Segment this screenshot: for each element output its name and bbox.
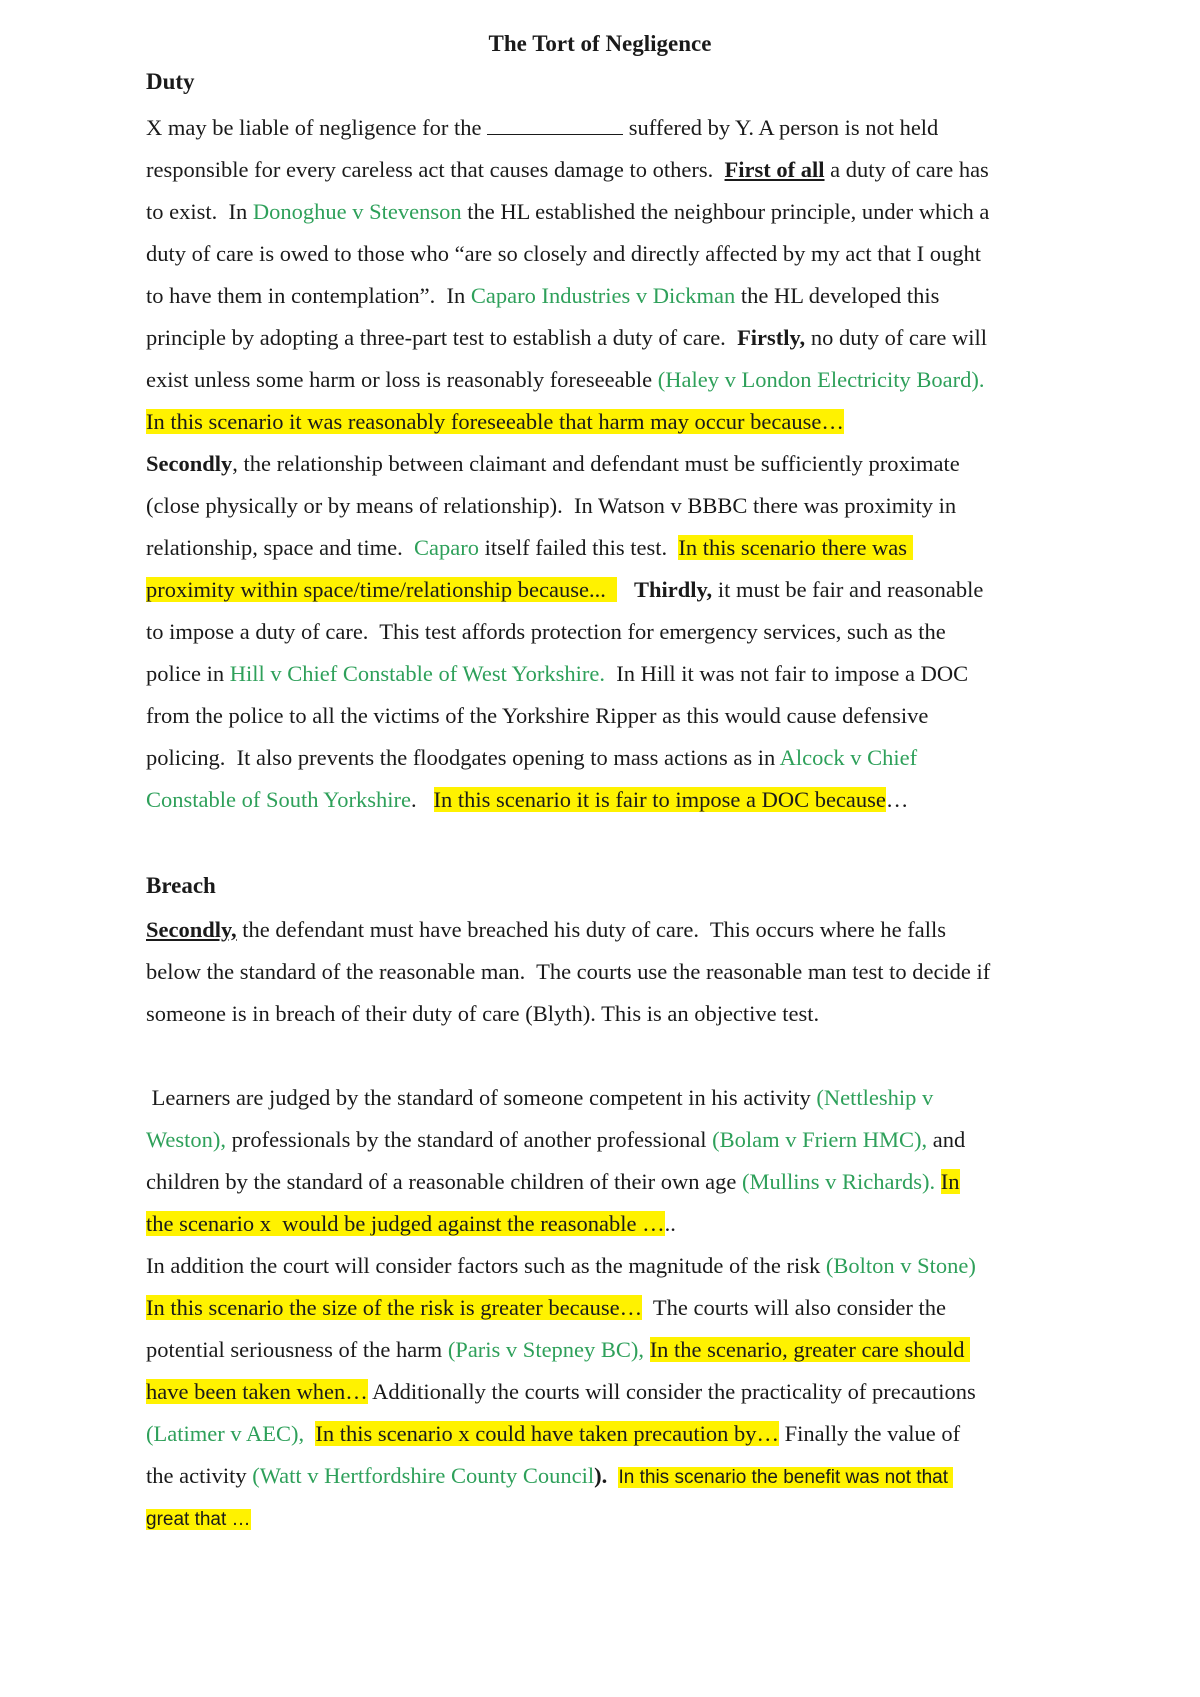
text-run: Secondly [146,451,233,476]
breach-line [146,1413,1076,1455]
duty-line [146,695,1076,737]
breach-line [146,993,1076,1035]
duty-line [146,401,1076,443]
text-run: policing. It also prevents the floodgates opening to mass actions as in [146,745,780,770]
highlighted-prompt: In [940,1169,960,1194]
text-run: .. [664,1211,676,1236]
text-run: Secondly, [146,917,237,942]
duty-line [146,737,1076,779]
duty-line [146,653,1076,695]
duty-line [146,569,1076,611]
case-citation: (Nettleship v [816,1085,934,1110]
text-run: the HL developed this [735,283,940,308]
text-run: children by the standard of a reasonable children of their own age [146,1169,743,1194]
text-run: police in [146,661,230,686]
text-run: it must be fair and reasonable [712,577,984,602]
case-citation: Constable of South Yorkshire [146,787,412,812]
text-run: In Hill it was not fair to impose a DOC [605,661,969,686]
duty-section [146,107,1076,821]
text-run: , the relationship between claimant and defendant must be sufficiently proximate [232,451,960,476]
breach-line [146,1119,1076,1161]
highlighted-prompt: In this scenario the size of the risk is greater because… [146,1295,643,1320]
duty-line [146,443,1076,485]
duty-line [146,233,1076,275]
case-citation: (Mullins v Richards). [742,1169,936,1194]
duty-line [146,527,1076,569]
text-run: the activity [146,1463,253,1488]
breach-line [146,1371,1076,1413]
highlighted-prompt: In this scenario there was [678,535,913,560]
text-run: X may be liable of negligence for the [146,115,488,140]
text-run: Thirdly, [634,577,713,602]
highlighted-prompt: In this scenario it was reasonably foreseeable that harm may occur because… [146,409,844,434]
fill-in-blank [487,116,623,135]
highlighted-prompt: great that … [146,1509,251,1530]
highlighted-prompt: In the scenario, greater care should [649,1337,971,1362]
case-citation: (Watt v Hertfordshire County Council [252,1463,595,1488]
case-citation: (Latimer v AEC), [146,1421,305,1446]
text-run: ). [594,1463,608,1488]
text-run: and [927,1127,966,1152]
text-run: exist unless some harm or loss is reasonably foreseeable [146,367,658,392]
heading-breach: Breach [146,873,216,898]
text-run: someone is in breach of their duty of care (Blyth). This is an objective test. [146,1001,820,1026]
duty-line [146,611,1076,653]
duty-line [146,149,1076,191]
text-run: duty of care is owed to those who “are so closely and directly affected by my act that I ought [146,241,981,266]
text-run: relationship, space and time. [146,535,415,560]
duty-line [146,779,1076,821]
case-citation: Weston), [146,1127,227,1152]
duty-line [146,485,1076,527]
case-citation: Caparo Industries v Dickman [470,283,736,308]
case-citation: Alcock v Chief [779,745,918,770]
highlighted-prompt: In this scenario the benefit was not that [618,1467,954,1488]
breach-line [146,1287,1076,1329]
highlighted-prompt: In this scenario x could have taken precaution by… [315,1421,779,1446]
duty-line [146,317,1076,359]
text-run [607,1463,618,1488]
text-run: below the standard of the reasonable man. The courts use the reasonable man test to decide if [146,959,991,984]
highlighted-prompt: In this scenario it is fair to impose a DOC because [433,787,886,812]
breach-line [146,1077,1076,1119]
case-citation: (Bolam v Friern HMC), [712,1127,928,1152]
text-run: Learners are judged by the standard of someone competent in his activity [146,1085,817,1110]
case-citation: (Paris v Stepney BC), [447,1337,645,1362]
breach-line [146,1455,1076,1497]
text-run: professionals by the standard of another professional [226,1127,713,1152]
text-run: responsible for every careless act that causes damage to others. [146,157,725,182]
text-run: The courts will also consider the [642,1295,946,1320]
text-run: Additionally the courts will consider the practicality of precautions [367,1379,976,1404]
text-run: First of all [724,157,825,182]
text-run: no duty of care will [805,325,988,350]
case-citation: (Bolton v Stone) [825,1253,976,1278]
text-run: potential seriousness of the harm [146,1337,448,1362]
text-run: itself failed this test. [479,535,679,560]
highlighted-prompt: proximity within space/time/relationship because... [146,577,618,602]
text-run [935,1169,941,1194]
text-run: … [885,787,909,812]
text-run: suffered by Y. A person is not held [623,115,939,140]
text-run: . [411,787,434,812]
breach-line [146,1329,1076,1371]
duty-line [146,275,1076,317]
heading-duty: Duty [146,69,195,94]
breach-paragraph-1 [146,909,1076,1035]
text-run: the defendant must have breached his duty of care. This occurs where he falls [236,917,946,942]
breach-line [146,1161,1076,1203]
breach-paragraph-2 [146,1077,1076,1539]
case-citation: Caparo [414,535,480,560]
text-run [644,1337,650,1362]
text-run [617,577,634,602]
text-run: to impose a duty of care. This test affords protection for emergency services, such as the [146,619,946,644]
text-run: from the police to all the victims of the Yorkshire Ripper as this would cause defensive [146,703,929,728]
breach-line [146,951,1076,993]
case-citation: Donoghue v Stevenson [252,199,462,224]
text-run: Firstly, [737,325,806,350]
text-run: principle by adopting a three-part test to establish a duty of care. [146,325,738,350]
highlighted-prompt: have been taken when… [146,1379,368,1404]
text-run: (close physically or by means of relationship). In Watson v BBBC there was proximity in [146,493,957,518]
duty-line [146,107,1076,149]
text-run: In addition the court will consider factors such as the magnitude of the risk [146,1253,826,1278]
duty-line [146,359,1076,401]
duty-line [146,191,1076,233]
breach-line [146,1203,1076,1245]
breach-line [146,909,1076,951]
breach-line [146,1497,1076,1539]
text-run: a duty of care has [824,157,989,182]
case-citation: (Haley v London Electricity Board). [657,367,985,392]
text-run: to exist. In [146,199,253,224]
text-run: to have them in contemplation”. In [146,283,471,308]
text-run: Finally the value of [778,1421,961,1446]
document-title: The Tort of Negligence [488,31,712,56]
highlighted-prompt: the scenario x would be judged against the reasonable … [146,1211,665,1236]
text-run: the HL established the neighbour principle, under which a [461,199,990,224]
breach-line [146,1245,1076,1287]
text-run [304,1421,315,1446]
case-citation: Hill v Chief Constable of West Yorkshire. [229,661,605,686]
